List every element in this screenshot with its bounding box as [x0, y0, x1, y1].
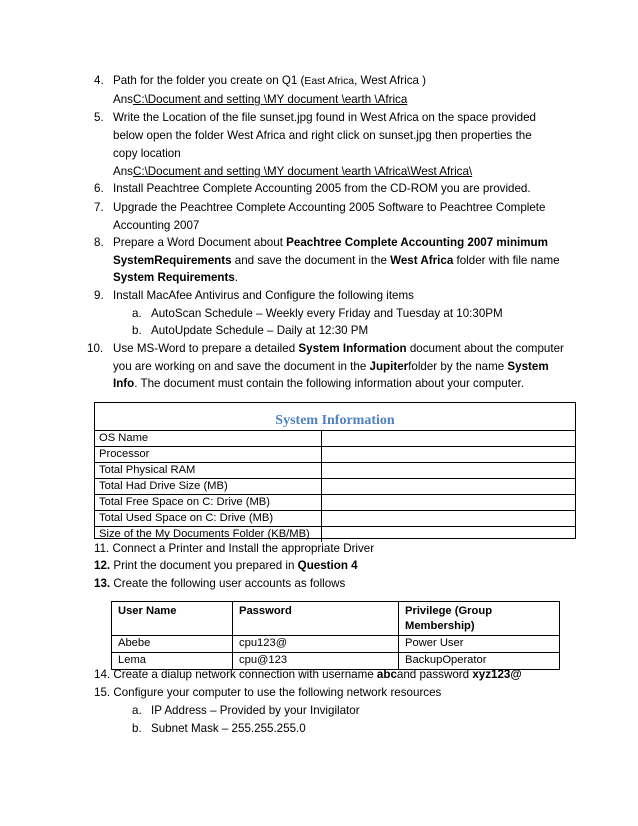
system-information-rows	[95, 430, 575, 542]
value-cell	[322, 431, 576, 447]
q9-sub-a: AutoScan Schedule – Weekly every Friday and Tuesday at 10:30PM	[151, 307, 503, 320]
q8-line-1: Prepare a Word Document about Peachtree Complete Accounting 2007 minimum	[113, 236, 548, 249]
table-row	[95, 463, 575, 479]
q10-line-1: Use MS-Word to prepare a detailed System Information document about the computer	[113, 342, 564, 355]
table-row	[95, 431, 575, 447]
q7-line-1: Upgrade the Peachtree Complete Accounting 2005 Software to Peachtree Complete	[113, 201, 546, 214]
q8-line-2: SystemRequirements and save the document in the West Africa folder with file name	[113, 254, 560, 267]
q12-text: 12. Print the document you prepared in Question 4	[94, 559, 358, 572]
sub-item-label: a.	[132, 307, 142, 320]
row-label: OS Name	[95, 431, 322, 447]
user-name-cell: Lema	[112, 653, 233, 670]
q14-text: 14. Create a dialup network connection with username abcand password xyz123@	[94, 668, 522, 681]
header-user-name: User Name	[112, 602, 233, 636]
row-label: Total Free Space on C: Drive (MB)	[95, 495, 322, 511]
q10-line-3: Info. The document must contain the following information about your computer.	[113, 377, 524, 390]
item-number: 5.	[94, 111, 104, 124]
q11-text: 11. Connect a Printer and Install the appropriate Driver	[94, 542, 375, 555]
q7-line-2: Accounting 2007	[113, 219, 200, 232]
item-number: 7.	[94, 201, 104, 214]
q15-sub-a: IP Address – Provided by your Invigilator	[151, 704, 360, 717]
privilege-cell: BackupOperator	[399, 653, 560, 670]
q9-text: Install MacAfee Antivirus and Configure the following items	[113, 289, 414, 302]
user-name-cell: Abebe	[112, 636, 233, 653]
q4-answer: AnsC:\Document and setting \MY document \earth \Africa	[113, 93, 408, 106]
table-header-row	[112, 602, 560, 636]
row-label: Size of the My Documents Folder (KB/MB)	[95, 527, 322, 543]
privilege-cell: Power User	[399, 636, 560, 653]
password-cell: cpu@123	[233, 653, 399, 670]
header-privilege: Privilege (Group Membership)	[399, 602, 560, 636]
q6-text: Install Peachtree Complete Accounting 2005 from the CD-ROM you are provided.	[113, 182, 531, 195]
table-row	[95, 447, 575, 463]
row-label: Total Physical RAM	[95, 463, 322, 479]
q15-text: 15. Configure your computer to use the following network resources	[94, 686, 442, 699]
q5-line-1: Write the Location of the file sunset.jpg found in West Africa on the space provided	[113, 111, 536, 124]
header-password: Password	[233, 602, 399, 636]
user-accounts-table	[111, 601, 560, 670]
q10-line-2: you are working on and save the document in the Jupiterfolder by the name System	[113, 360, 549, 373]
value-cell	[322, 479, 576, 495]
q13-text: 13. Create the following user accounts as follows	[94, 577, 346, 590]
password-cell: cpu123@	[233, 636, 399, 653]
item-number: 10.	[87, 342, 104, 355]
value-cell	[322, 447, 576, 463]
table-row	[95, 495, 575, 511]
q5-line-2: below open the folder West Africa and right click on sunset.jpg then properties the	[113, 129, 532, 142]
item-number: 8.	[94, 236, 104, 249]
row-label: Total Had Drive Size (MB)	[95, 479, 322, 495]
table-row	[95, 479, 575, 495]
q15-sub-b: Subnet Mask – 255.255.255.0	[151, 722, 306, 735]
system-information-title: System Information	[275, 413, 395, 428]
table-row	[112, 636, 560, 653]
sub-item-label: a.	[132, 704, 142, 717]
q4-text: Path for the folder you create on Q1 (East Africa, West Africa )	[113, 74, 427, 87]
sub-item-label: b.	[132, 722, 142, 735]
system-information-table	[94, 402, 576, 539]
sub-item-label: b.	[132, 324, 142, 337]
q5-line-3: copy location	[113, 147, 181, 160]
item-number: 6.	[94, 182, 104, 195]
q9-sub-b: AutoUpdate Schedule – Daily at 12:30 PM	[151, 324, 369, 337]
q5-answer: AnsC:\Document and setting \MY document \earth \Africa\West Africa\	[113, 165, 473, 178]
value-cell	[322, 463, 576, 479]
item-number: 9.	[94, 289, 104, 302]
value-cell	[322, 495, 576, 511]
value-cell	[322, 511, 576, 527]
q8-line-3: System Requirements.	[113, 271, 239, 284]
table-row	[95, 511, 575, 527]
item-number: 4.	[94, 74, 104, 87]
row-label: Total Used Space on C: Drive (MB)	[95, 511, 322, 527]
row-label: Processor	[95, 447, 322, 463]
